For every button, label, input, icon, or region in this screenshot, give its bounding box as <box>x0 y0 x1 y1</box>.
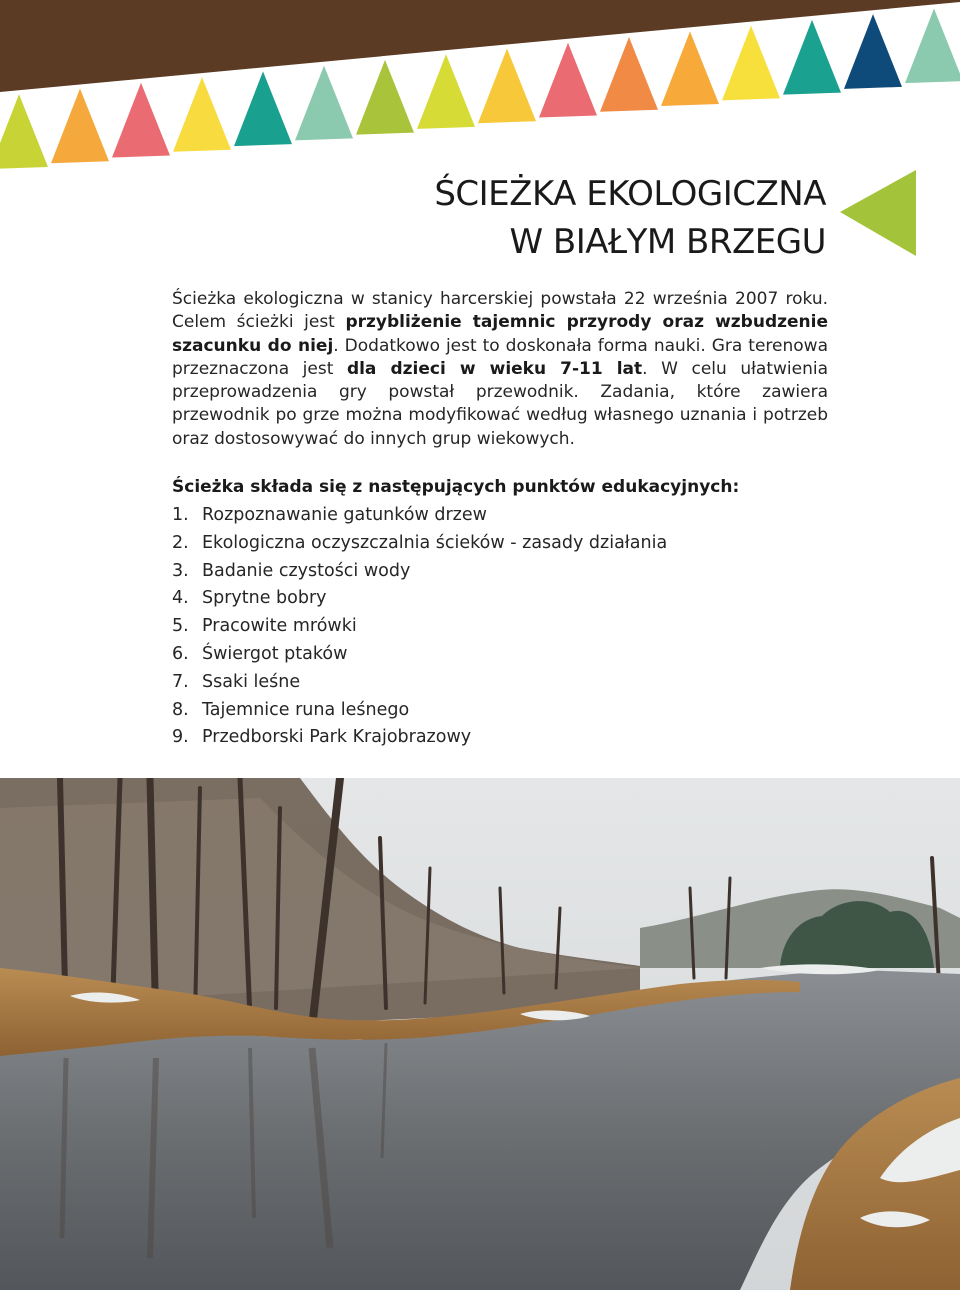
list-item-number: 5. <box>172 616 189 637</box>
pennant-flag <box>600 37 658 112</box>
pennant-flag <box>905 8 960 83</box>
list-item <box>172 530 667 558</box>
list-item-label: Ekologiczna oczyszczalnia ścieków - zasady działania <box>202 532 668 553</box>
arrow-triangle <box>840 170 916 256</box>
intro-sentence-2-end: . Dodatkowo jest to doskonała forma nauki. <box>333 335 706 356</box>
list-item-number: 2. <box>172 532 189 553</box>
river-landscape-photo <box>0 778 960 1290</box>
pennant-flag <box>173 77 231 152</box>
intro-sentence-2-start: Celem ścieżki jest <box>172 312 346 333</box>
list-item-number: 7. <box>172 671 189 692</box>
list-item-label: Tajemnice runa leśnego <box>202 699 410 720</box>
list-item-number: 9. <box>172 727 189 748</box>
pennant-flag <box>356 60 414 135</box>
page-title <box>434 170 826 266</box>
pennant-flag <box>539 43 597 118</box>
pennant-flag <box>661 31 719 106</box>
pennant-flag <box>51 89 109 164</box>
list-item-number: 3. <box>172 560 189 581</box>
intro-sentence-4: W celu ułatwienia przeprowadzenia gry powstał przewodnik. Zadania, które zawiera przewodnik po grze można modyfikować według własnego uznania i potrzeb oraz dostosowywać do innych grup wiekowych. <box>172 358 829 449</box>
list-item-label: Przedborski Park Krajobrazowy <box>202 727 472 748</box>
list-item <box>172 558 667 586</box>
page-title-line-1: ŚCIEŻKA EKOLOGICZNA <box>434 174 826 214</box>
points-list <box>172 502 667 752</box>
list-item <box>172 585 667 613</box>
intro-sentence-1: Ścieżka ekologiczna w stanicy harcerskiej powstała 22 września 2007 roku. <box>172 289 828 309</box>
points-heading: Ścieżka składa się z następujących punktów edukacyjnych: <box>172 477 740 497</box>
page-title-line-2: W BIAŁYM BRZEGU <box>509 222 826 262</box>
intro-sentence-3-end: . <box>642 358 648 379</box>
list-item-number: 1. <box>172 505 189 525</box>
list-item-label: Ssaki leśne <box>202 671 301 692</box>
intro-sentence-3-start: Gra terenowa przeznaczona jest <box>172 335 829 379</box>
pennant-flag <box>234 71 292 146</box>
pennant-flag <box>417 54 475 129</box>
list-item-number: 8. <box>172 699 189 720</box>
list-item <box>172 697 667 725</box>
intro-paragraph <box>172 288 828 451</box>
intro-sentence-2-emphasis: przybliżenie tajemnic przyrody oraz wzbudzenie szacunku do niej <box>172 312 829 356</box>
list-item-number: 4. <box>172 588 189 609</box>
pennant-banner <box>0 0 960 190</box>
list-item-label: Świergot ptaków <box>202 643 348 664</box>
pennant-flag <box>0 94 48 169</box>
list-item-label: Sprytne bobry <box>202 588 327 609</box>
pennant-flag <box>112 83 170 158</box>
pennant-flag <box>295 66 353 141</box>
pennant-flag <box>722 26 780 101</box>
intro-sentence-3-emphasis: dla dzieci w wieku 7-11 lat <box>346 358 643 379</box>
list-item-label: Pracowite mrówki <box>202 616 357 637</box>
list-item <box>172 613 667 641</box>
list-item <box>172 641 667 669</box>
list-item <box>172 724 667 752</box>
list-item-label: Rozpoznawanie gatunków drzew <box>202 505 487 525</box>
list-item <box>172 502 667 530</box>
list-item-number: 6. <box>172 643 189 664</box>
pennant-flag <box>783 20 841 95</box>
pennant-flag <box>844 14 902 89</box>
pennant-flag <box>478 48 536 123</box>
list-item-label: Badanie czystości wody <box>202 560 411 581</box>
list-item <box>172 669 667 697</box>
title-arrow-icon <box>840 170 916 256</box>
